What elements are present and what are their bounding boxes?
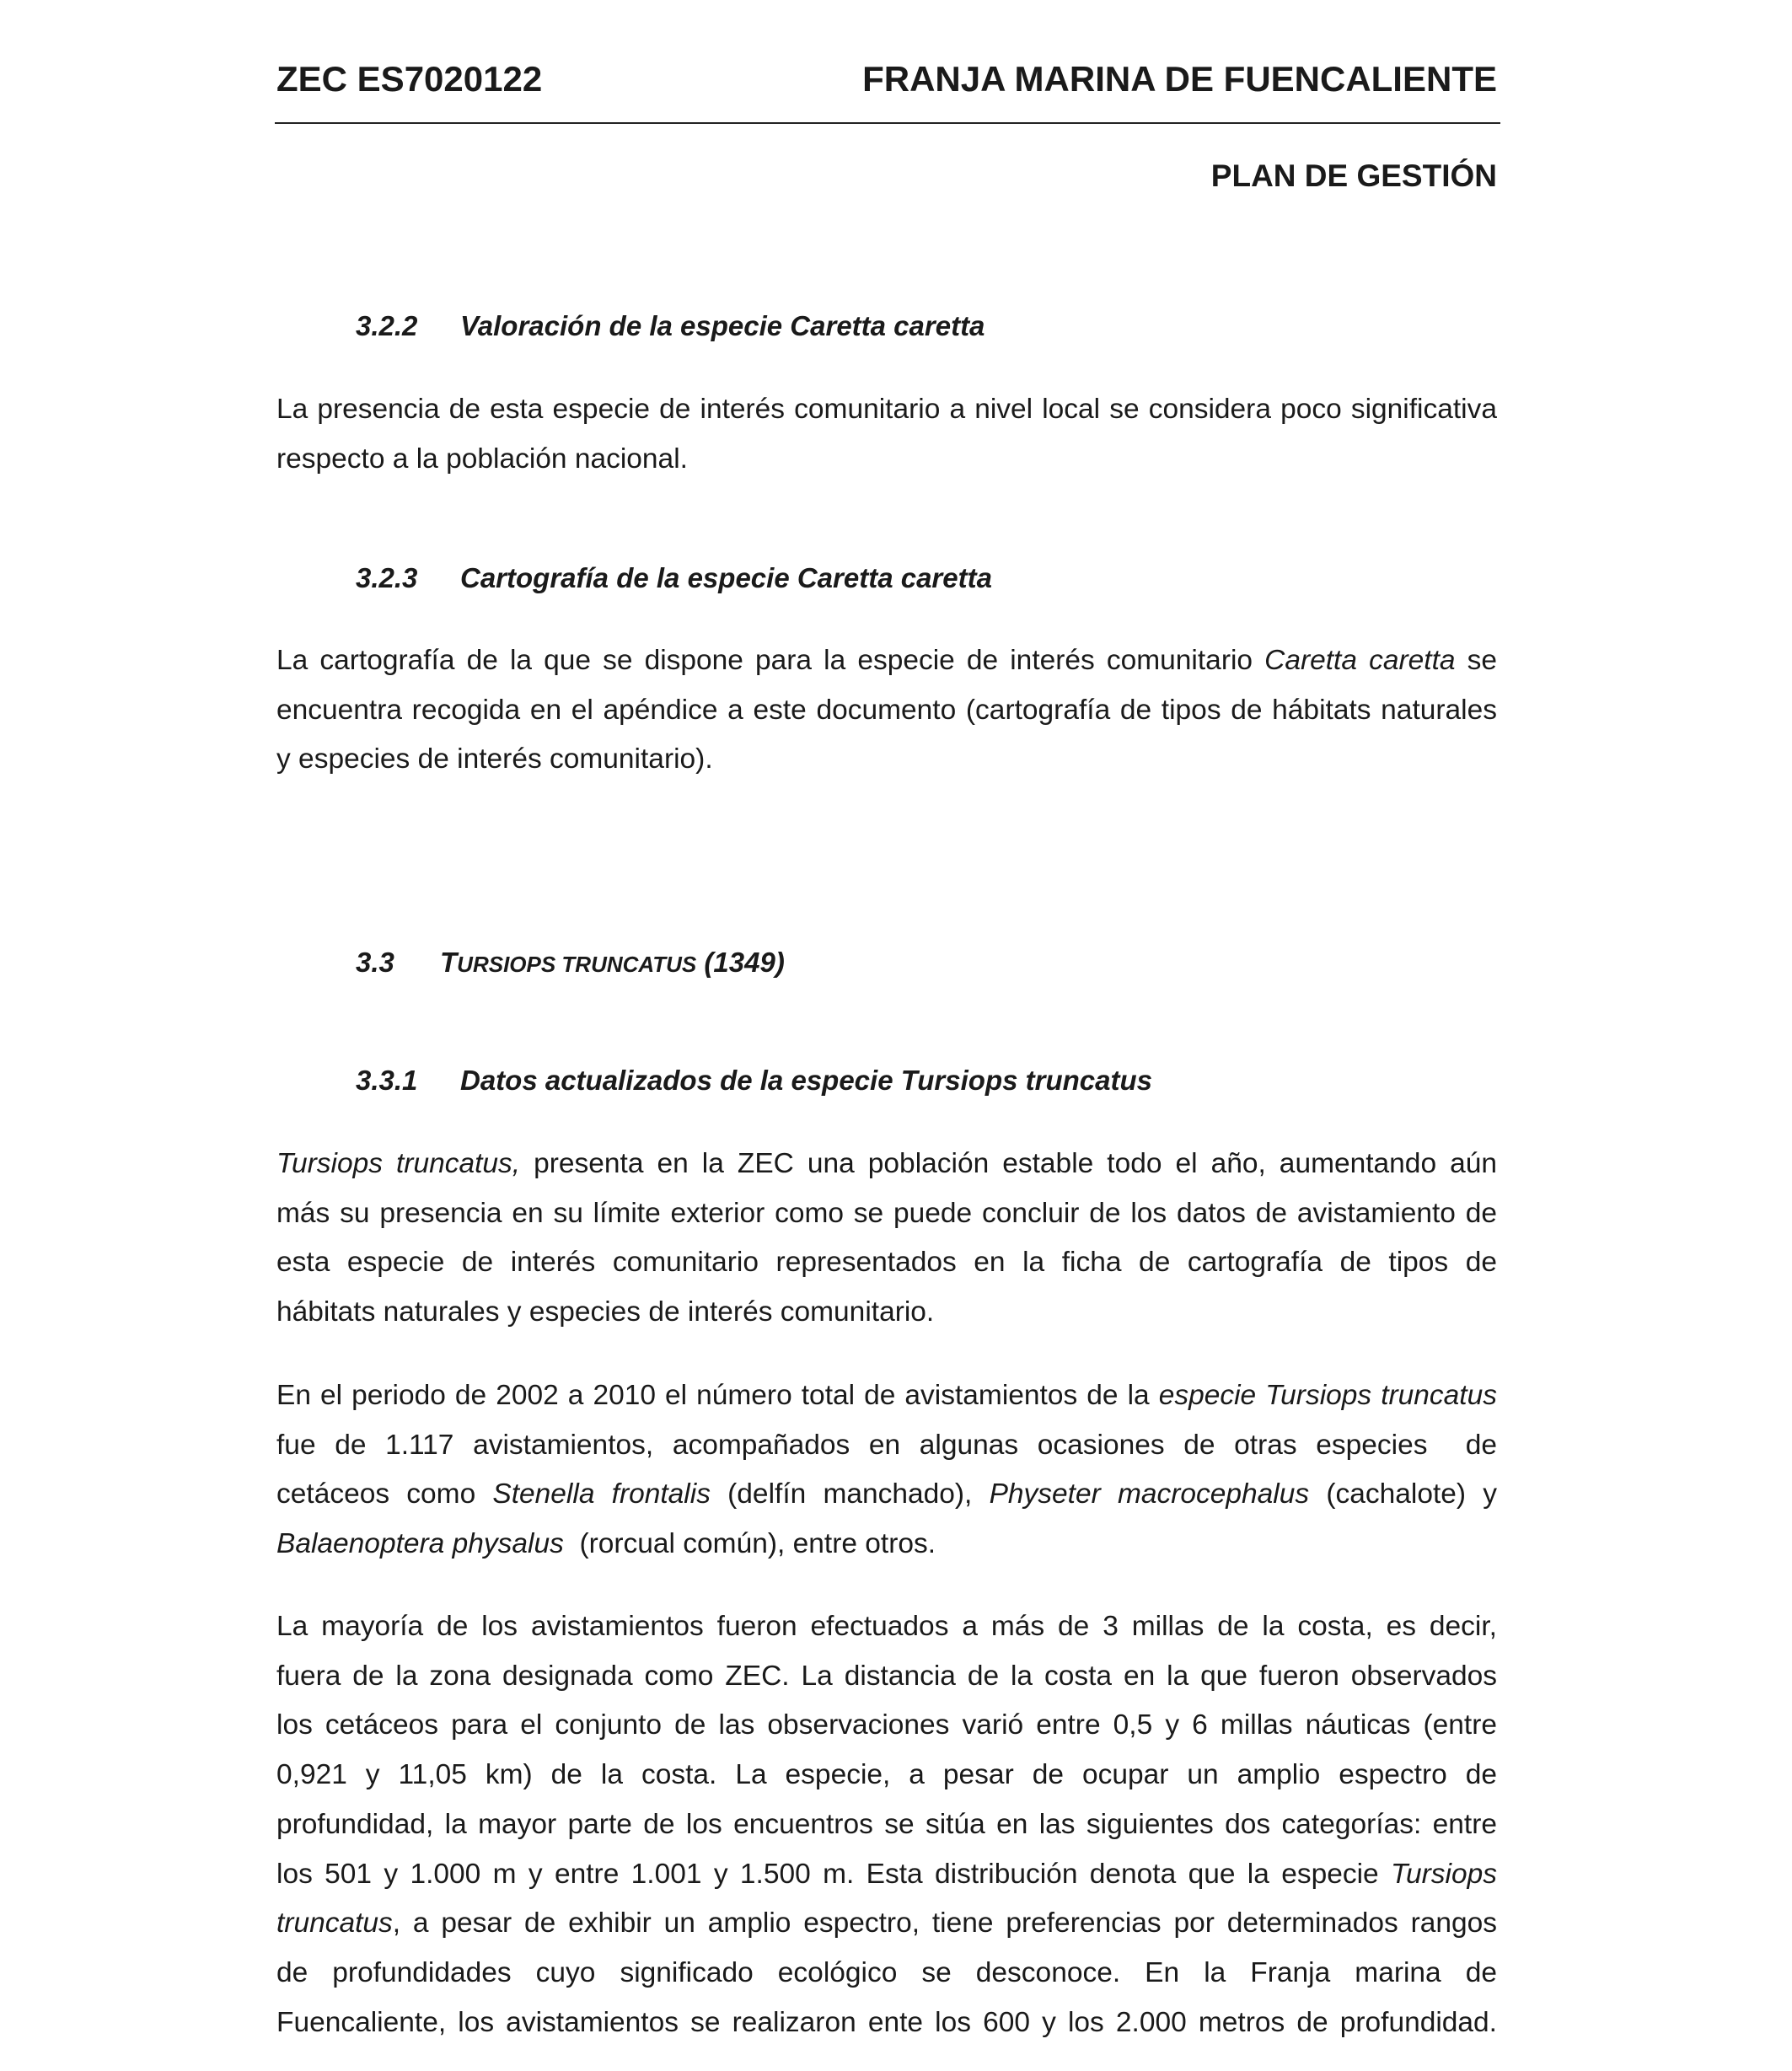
heading-title: Datos actualizados de la especie Tursiops truncatus <box>460 1065 1152 1096</box>
header-divider <box>275 122 1500 124</box>
paragraph-3-2-3 <box>276 636 1497 785</box>
text-line: los 501 y 1.000 m y entre 1.001 y 1.500 m. Esta distribución denota que la especie Tursiops <box>276 1858 1497 1890</box>
paragraph-3-2-2 <box>276 385 1497 484</box>
text-line: más su presencia en su límite exterior como se puede concluir de los datos de avistamiento de <box>276 1197 1497 1229</box>
text-line: fuera de la zona designada como ZEC. La distancia de la costa en la que fueron observados <box>276 1660 1497 1692</box>
heading-number: 3.3.1 <box>356 1065 418 1096</box>
document-page <box>275 0 1500 2071</box>
paragraph-3-3-1-a <box>276 1140 1497 1338</box>
text-line: profundidad, la mayor parte de los encuentros se sitúa en las siguientes dos categorías: entre <box>276 1808 1497 1840</box>
text-line: En el periodo de 2002 a 2010 el número total de avistamientos de la especie Tursiops truncatus <box>276 1380 1497 1411</box>
heading-number: 3.2.2 <box>356 310 418 341</box>
paragraph-3-3-1-c <box>276 1602 1497 2047</box>
text-line: La cartografía de la que se dispone para la especie de interés comunitario Caretta caretta se <box>276 645 1497 676</box>
header-document-type: PLAN DE GESTIÓN <box>1210 158 1497 193</box>
text-line: 0,921 y 11,05 km) de la costa. La especie, a pesar de ocupar un amplio espectro de <box>276 1759 1497 1791</box>
paragraph-3-3-1-b <box>276 1371 1497 1569</box>
text-line: y especies de interés comunitario). <box>276 743 713 775</box>
heading-number: 3.3 <box>356 947 394 978</box>
text-line: fue de 1.117 avistamientos, acompañados en algunas ocasiones de otras especies de <box>276 1429 1497 1461</box>
text-line: hábitats naturales y especies de interés comunitario. <box>276 1296 935 1328</box>
text-line: cetáceos como Stenella frontalis (delfín manchado), Physeter macrocephalus (cachalote) y <box>276 1478 1497 1510</box>
heading-3-2-2 <box>356 308 985 345</box>
text-line: respecto a la población nacional. <box>276 443 688 475</box>
heading-title: Cartografía de la especie Caretta caretta <box>460 562 992 593</box>
heading-number: 3.2.3 <box>356 562 418 593</box>
text-line: La mayoría de los avistamientos fueron efectuados a más de 3 millas de la costa, es decir, <box>276 1611 1497 1642</box>
heading-3-2-3 <box>356 560 992 597</box>
text-line: truncatus, a pesar de exhibir un amplio espectro, tiene preferencias por determinados rangos <box>276 1907 1497 1940</box>
heading-title: Valoración de la especie Caretta caretta <box>460 310 985 341</box>
header-site-code: ZEC ES7020122 <box>276 59 543 99</box>
text-line: Tursiops truncatus, presenta en la ZEC una población estable todo el año, aumentando aún <box>276 1148 1497 1179</box>
text-line: encuentra recogida en el apéndice a este documento (cartografía de tipos de hábitats naturales <box>276 694 1497 726</box>
text-line: de profundidades cuyo significado ecológico se desconoce. En la Franja marina de <box>276 1956 1497 1988</box>
heading-3-3-1 <box>356 1062 1152 1099</box>
text-line: Fuencaliente, los avistamientos se realizaron ente los 600 y los 2.000 metros de profundidad. <box>276 2006 1497 2038</box>
text-line: los cetáceos para el conjunto de las observaciones varió entre 0,5 y 6 millas náuticas (entre <box>276 1709 1497 1741</box>
header-site-name: FRANJA MARINA DE FUENCALIENTE <box>862 59 1497 99</box>
text-line: Balaenoptera physalus (rorcual común), entre otros. <box>276 1528 936 1560</box>
text-line: La presencia de esta especie de interés comunitario a nivel local se considera poco significativa <box>276 394 1497 425</box>
heading-3-3: 3.3 TURSIOPS TRUNCATUS (1349) <box>356 944 785 983</box>
page-header <box>275 56 1500 103</box>
text-line: esta especie de interés comunitario representados en la ficha de cartografía de tipos de <box>276 1247 1497 1279</box>
